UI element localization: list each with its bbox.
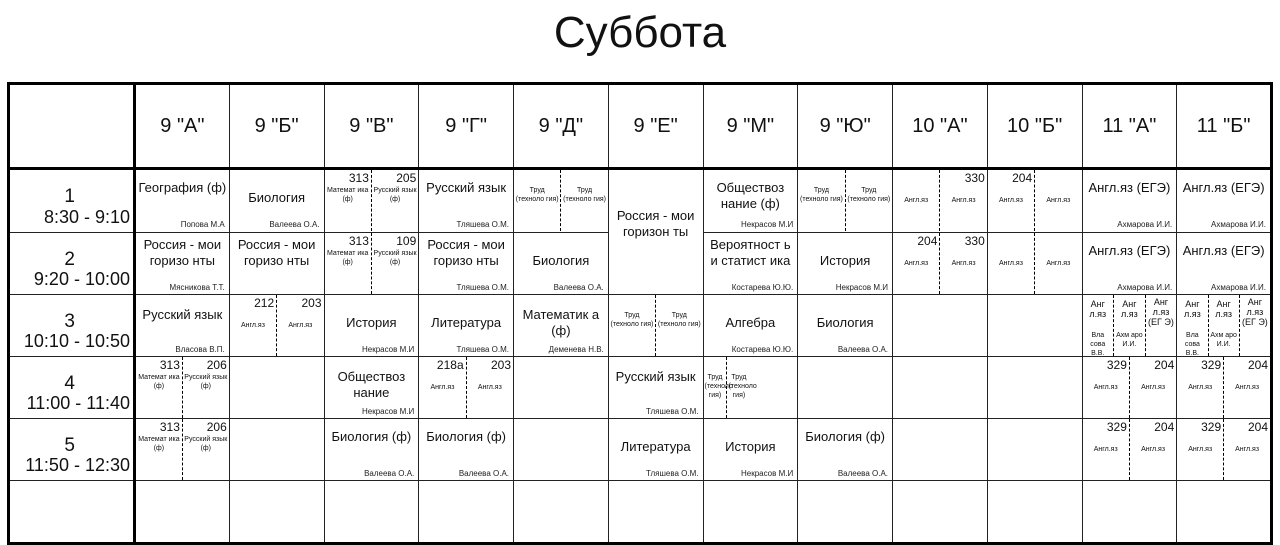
class-header: 9 "Б": [229, 84, 324, 169]
page-title: Суббота: [553, 8, 727, 57]
room-number: 204: [1012, 171, 1033, 186]
lesson-row: [9, 419, 1272, 481]
room-number: 330: [964, 171, 985, 186]
room-number: 205: [396, 171, 417, 186]
subject: Англ.яз: [240, 322, 265, 329]
lesson-number: 3: [64, 311, 75, 332]
subject: Англ.яз: [1141, 446, 1166, 453]
subject: Математик а (ф): [522, 307, 600, 338]
subject: Англ.яз (ЕГЭ): [1182, 180, 1265, 196]
room-number: 313: [348, 171, 369, 186]
subject: Вероятност ь и статист ика: [710, 236, 791, 268]
subject: География (ф): [138, 180, 227, 196]
lesson-time: 8:30 - 9:10: [43, 206, 130, 227]
subject: Англ.яз: [1188, 384, 1213, 391]
lesson-row: [9, 295, 1272, 357]
teacher: Валеева О.А.: [837, 345, 888, 354]
subject: Русский язык (ф): [373, 187, 417, 204]
subject: Труд (техноло гия): [728, 374, 757, 399]
lesson-time: 10:10 - 10:50: [23, 331, 130, 351]
subject: История: [819, 252, 871, 268]
lesson-number: 1: [64, 186, 75, 207]
teacher: Власова В.П.: [175, 345, 225, 354]
subject: Анг л.яз: [1183, 299, 1201, 319]
corner-cell: [9, 84, 135, 169]
room-number: 203: [490, 358, 511, 372]
room-number: 212: [254, 296, 275, 310]
teacher: Тляшева О.М.: [645, 407, 699, 416]
teacher: Некрасов М.И: [361, 345, 415, 354]
subject: Анг л.яз (ЕГ Э): [1241, 297, 1268, 327]
subject: Англ.яз: [1046, 197, 1071, 205]
subject: Анг л.яз: [1120, 299, 1138, 319]
subject: Биология (ф): [426, 429, 506, 444]
teacher: Ахм аро И.И.: [1116, 332, 1143, 348]
subject: Англ.яз: [1093, 384, 1118, 391]
teacher: Ахмарова И.И.: [1117, 220, 1173, 230]
subject: Труд (техноло гия): [799, 187, 843, 204]
lesson-time: 11:50 - 12:30: [25, 455, 130, 475]
room-number: 204: [1154, 358, 1175, 372]
teacher: Некрасов М.И: [835, 282, 888, 292]
room-number: 329: [1106, 420, 1127, 434]
subject: Труд (техноло гия): [657, 312, 701, 328]
subject: Англ.яз: [951, 259, 976, 267]
room-number: 313: [159, 420, 180, 434]
teacher: Тляшева О.М.: [645, 469, 699, 478]
subject: Анг л.яз: [1215, 299, 1232, 319]
class-header: 9 "В": [324, 84, 419, 169]
subject: История: [725, 439, 776, 454]
subject: Литература: [620, 439, 691, 454]
room-number: 204: [1247, 358, 1268, 372]
class-header: 9 "М": [703, 84, 798, 169]
subject: Англ.яз: [288, 322, 313, 329]
lesson-time: 11:00 - 11:40: [26, 393, 130, 413]
room-number: 329: [1106, 358, 1127, 372]
subject: Биология: [248, 190, 305, 206]
subject: Труд (техноло гия): [563, 187, 606, 204]
room-number: 109: [396, 233, 417, 248]
subject: Англ.яз: [904, 259, 929, 267]
teacher: Некрасов М.И: [740, 469, 794, 478]
subject: Математ ика (ф): [138, 436, 180, 452]
room-number: 313: [348, 233, 369, 248]
subject: Литература: [431, 315, 502, 330]
subject: Русский язык: [426, 180, 507, 196]
subject: Англ.яз: [1046, 259, 1071, 267]
time-cell: [9, 419, 135, 481]
subject: Анг л.яз (ЕГ Э): [1148, 297, 1174, 327]
lesson-number: 2: [64, 248, 75, 270]
room-number: 206: [206, 358, 227, 372]
teacher: Тляшева О.М.: [456, 345, 509, 354]
room-number: 329: [1201, 358, 1222, 372]
lesson-row: [9, 357, 1272, 419]
subject: Англ.яз: [477, 384, 502, 391]
teacher: Ахмарова И.И.: [1211, 282, 1266, 292]
subject: Биология (ф): [805, 429, 885, 444]
subject: Англ.яз: [951, 197, 976, 205]
class-header: 9 "Е": [608, 84, 703, 169]
teacher: Валеева О.А.: [553, 282, 604, 292]
subject: Обществоз нание: [337, 369, 406, 400]
subject: Труд (техноло гия): [847, 187, 891, 204]
lesson-number: 5: [64, 435, 75, 456]
teacher: Вла сова В.В.: [1090, 332, 1106, 357]
subject: Англ.яз: [1141, 384, 1166, 391]
room-number: 203: [301, 296, 322, 310]
subject: Русский язык: [142, 307, 223, 322]
class-header: 10 "Б": [987, 84, 1082, 169]
room-number: 330: [964, 233, 985, 248]
subject: Труд (техноло гия): [515, 187, 559, 204]
room-number: 204: [1247, 420, 1268, 434]
class-header: 11 "Б": [1177, 84, 1272, 169]
teacher: Попова М.А: [180, 220, 225, 230]
time-cell: [9, 295, 135, 357]
time-cell: [9, 232, 135, 295]
teacher: Ахмарова И.И.: [1211, 220, 1266, 230]
subject: Русский язык (ф): [373, 249, 417, 266]
subject: Англ.яз: [1235, 446, 1260, 453]
subject: Россия - мои горизон ты: [616, 208, 695, 239]
room-number: 218а: [436, 358, 464, 372]
teacher: Тляшева О.М.: [456, 220, 509, 230]
class-header: 9 "Г": [419, 84, 514, 169]
room-number: 204: [1154, 420, 1175, 434]
subject: Англ.яз: [998, 259, 1023, 267]
room-number: 329: [1201, 420, 1222, 434]
subject: Математ ика (ф): [326, 187, 369, 204]
teacher: Некрасов М.И: [740, 220, 794, 230]
subject: Англ.яз: [904, 197, 929, 205]
subject: Русский язык: [615, 369, 696, 384]
teacher: Костарева Ю.Ю.: [731, 282, 794, 292]
subject: Англ.яз: [1188, 446, 1213, 453]
subject: Россия - мои горизо нты: [427, 236, 505, 268]
class-header: 10 "А": [893, 84, 988, 169]
teacher: Некрасов М.И: [361, 407, 415, 416]
room-number: 206: [206, 420, 227, 434]
subject: Англ.яз (ЕГЭ): [1182, 242, 1265, 258]
lesson-row: [9, 481, 1272, 544]
subject: Англ.яз: [998, 197, 1023, 205]
header-row: [9, 84, 1272, 169]
schedule-table: [7, 82, 1273, 545]
subject: Англ.яз (ЕГЭ): [1088, 242, 1171, 258]
subject: Математ ика (ф): [326, 249, 369, 266]
time-cell: [9, 169, 135, 233]
subject: Биология: [532, 252, 590, 268]
subject: Русский язык (ф): [184, 436, 228, 452]
teacher: Тляшева О.М.: [456, 282, 509, 292]
teacher: Деменева Н.В.: [548, 345, 604, 354]
teacher: Вла сова В.В.: [1184, 332, 1200, 357]
class-header: 9 "Ю": [798, 84, 893, 169]
subject: Англ.яз: [1093, 446, 1118, 453]
teacher: Валеева О.А.: [837, 469, 888, 478]
room-number: 313: [159, 358, 180, 372]
lesson-number: 4: [64, 373, 75, 394]
time-cell: [9, 357, 135, 419]
subject: Англ.яз: [430, 384, 455, 391]
subject: Алгебра: [725, 315, 776, 330]
subject: Биология (ф): [331, 429, 412, 444]
class-header: 9 "А": [135, 84, 230, 169]
subject: Россия - мои горизо нты: [237, 236, 316, 268]
teacher: Костарева Ю.Ю.: [731, 345, 794, 354]
class-header: 9 "Д": [514, 84, 609, 169]
room-number: 204: [917, 233, 938, 248]
subject: Англ.яз: [1235, 384, 1260, 391]
subject: Русский язык (ф): [184, 374, 228, 390]
teacher: Валеева О.А.: [364, 469, 415, 478]
teacher: Ахмарова И.И.: [1117, 282, 1173, 292]
teacher: Валеева О.А.: [269, 220, 320, 230]
teacher: Ахм аро И.И.: [1210, 332, 1237, 348]
subject: Обществоз нание (ф): [716, 180, 785, 212]
teacher: Валеева О.А.: [458, 469, 509, 478]
subject: Труд (техноло гия): [610, 312, 654, 328]
subject: Труд (техноло гия): [704, 374, 733, 399]
subject: История: [346, 315, 397, 330]
lesson-row: [9, 169, 1272, 233]
class-header: 11 "А": [1082, 84, 1177, 169]
subject: Математ ика (ф): [138, 374, 180, 390]
subject: Анг л.яз: [1089, 299, 1107, 319]
subject: Биология: [816, 315, 874, 330]
lesson-time: 9:20 - 10:00: [33, 269, 130, 289]
subject: Россия - мои горизо нты: [143, 236, 222, 268]
teacher: Мясникова Т.Т.: [169, 282, 225, 292]
subject: Англ.яз (ЕГЭ): [1088, 180, 1171, 196]
